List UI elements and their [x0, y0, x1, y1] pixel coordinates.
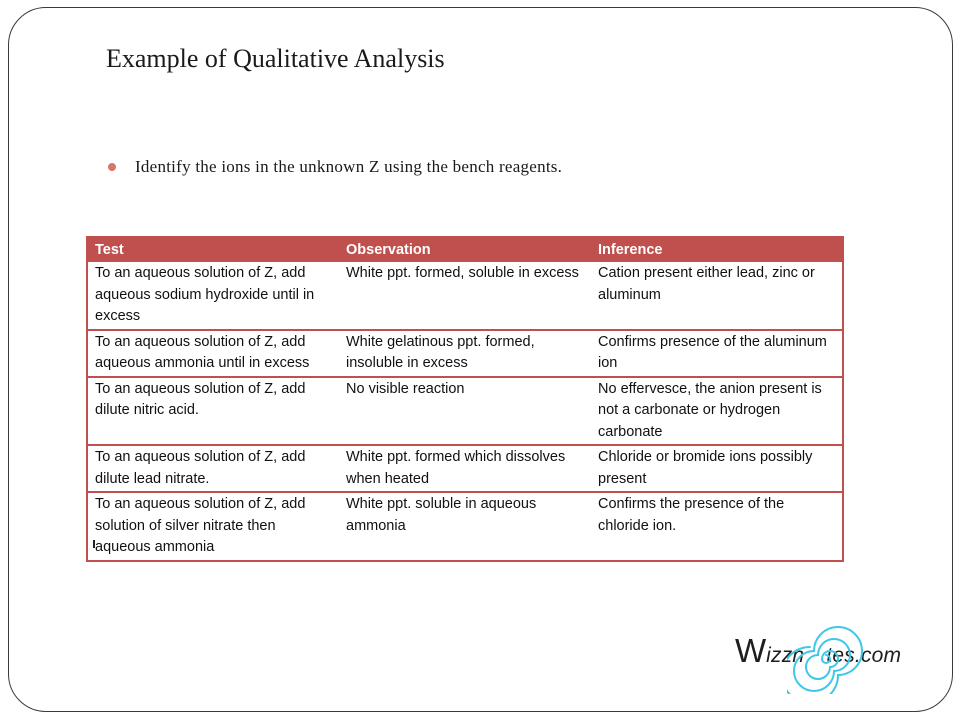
table-row — [87, 261, 843, 330]
stray-cursor-mark — [93, 540, 95, 548]
cell-inference: No effervesce, the anion present is not a carbonate or hydrogen carbonate — [591, 377, 843, 446]
cell-inference: Chloride or bromide ions possibly present — [591, 445, 843, 492]
table-header-row — [87, 237, 843, 261]
bullet-item — [108, 157, 562, 177]
cell-test: To an aqueous solution of Z, add dilute lead nitrate. — [87, 445, 339, 492]
bullet-dot-icon — [108, 163, 116, 171]
cell-test: To an aqueous solution of Z, add dilute nitric acid. — [87, 377, 339, 446]
wizznotes-watermark — [735, 628, 925, 698]
header-test: Test — [87, 237, 339, 261]
cell-inference: Confirms the presence of the chloride ion. — [591, 492, 843, 561]
cell-observation: White gelatinous ppt. formed, insoluble in excess — [339, 330, 591, 377]
table-row — [87, 492, 843, 561]
bullet-text: Identify the ions in the unknown Z using the bench reagents. — [135, 157, 563, 176]
table-row — [87, 445, 843, 492]
watermark-before: izzn — [766, 644, 805, 667]
watermark-after: tes.com — [826, 644, 902, 667]
swirl-logo-icon — [787, 624, 865, 694]
table-row — [87, 330, 843, 377]
table-row — [87, 377, 843, 446]
cell-inference: Confirms presence of the aluminum ion — [591, 330, 843, 377]
cell-observation: White ppt. formed, soluble in excess — [339, 261, 591, 330]
watermark-cap: W — [735, 632, 767, 669]
cell-test: To an aqueous solution of Z, add aqueous sodium hydroxide until in excess — [87, 261, 339, 330]
qualitative-analysis-table — [86, 236, 844, 562]
cell-test: To an aqueous solution of Z, add aqueous ammonia until in excess — [87, 330, 339, 377]
header-inference: Inference — [591, 237, 843, 261]
cell-observation: No visible reaction — [339, 377, 591, 446]
cell-observation: White ppt. soluble in aqueous ammonia — [339, 492, 591, 561]
cell-test: To an aqueous solution of Z, add solution of silver nitrate then aqueous ammonia — [87, 492, 339, 561]
slide-title: Example of Qualitative Analysis — [106, 44, 445, 73]
cell-observation: White ppt. formed which dissolves when heated — [339, 445, 591, 492]
header-observation: Observation — [339, 237, 591, 261]
cell-inference: Cation present either lead, zinc or aluminum — [591, 261, 843, 330]
